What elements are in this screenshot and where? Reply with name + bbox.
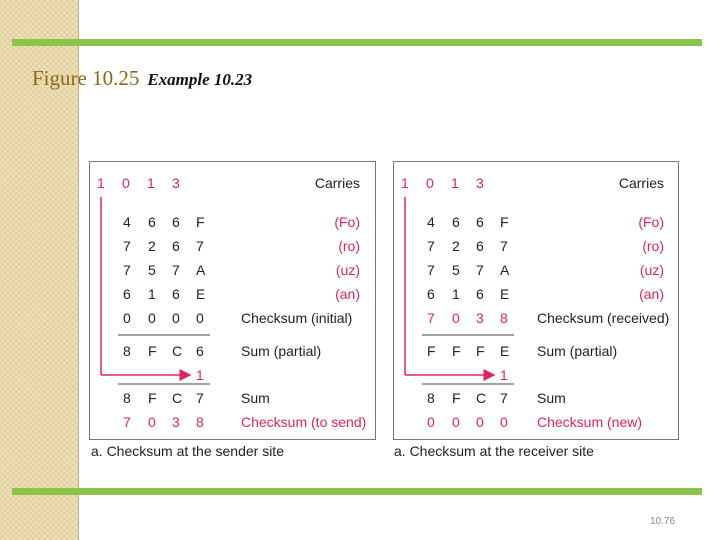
sender-row-label: (Fo) — [334, 214, 360, 230]
receiver-row-digit: 0 — [452, 310, 460, 326]
sender-carry-digit: 0 — [122, 175, 130, 191]
sender-row-digit: 0 — [196, 310, 204, 326]
sender-row-digit: E — [196, 286, 206, 302]
receiver-sum-digit: C — [476, 390, 487, 406]
sender-row-digit: 7 — [123, 238, 131, 254]
sender-partial-digit: 8 — [123, 343, 131, 359]
receiver-row-digit: 6 — [476, 286, 484, 302]
receiver-row-digit: 7 — [427, 262, 435, 278]
receiver-checksum-digit: 0 — [452, 414, 460, 430]
receiver-row-digit: 6 — [427, 286, 435, 302]
receiver-row-digit: 8 — [500, 310, 508, 326]
sender-row-digit: 7 — [196, 238, 204, 254]
sender-row-digit: 6 — [172, 238, 180, 254]
sender-row-digit: 7 — [172, 262, 180, 278]
sender-row-label: (ro) — [338, 238, 360, 254]
sender-partial-digit: F — [148, 343, 157, 359]
receiver-row-label: (ro) — [642, 238, 664, 254]
sender-sum-label: Sum — [241, 390, 270, 406]
sender-sum-digit: 7 — [196, 390, 204, 406]
receiver-partial-label: Sum (partial) — [537, 343, 618, 359]
receiver-sum-digit: 8 — [427, 390, 435, 406]
receiver-row-digit: A — [500, 262, 510, 278]
receiver-row-digit: 2 — [452, 238, 460, 254]
receiver-row-label: Checksum (received) — [537, 310, 670, 326]
sender-carry-digit: 3 — [172, 175, 180, 191]
figure-label: Figure 10.25 — [32, 66, 140, 90]
sender-partial-digit: C — [172, 343, 183, 359]
sender-carry-digit: 1 — [147, 175, 155, 191]
receiver-row-digit: 1 — [452, 286, 460, 302]
sender-row-digit: F — [196, 214, 205, 230]
sender-sum-digit: 8 — [123, 390, 131, 406]
sender-carries-label: Carries — [314, 175, 360, 191]
receiver-lines — [405, 197, 514, 384]
sender-checksum-digit: 7 — [123, 414, 131, 430]
sender-checksum-label: Checksum (to send) — [241, 414, 367, 430]
receiver-row-digit: 3 — [476, 310, 484, 326]
sender-checksum-digit: 8 — [196, 414, 204, 430]
sender-partial-label: Sum (partial) — [241, 343, 322, 359]
receiver-partial-digit: F — [452, 343, 461, 359]
receiver-row-digit: 7 — [427, 310, 435, 326]
sender-row-digit: 2 — [148, 238, 156, 254]
page-number: 10.76 — [650, 516, 676, 527]
receiver-carry-digit: 0 — [426, 175, 434, 191]
sender-carry-digit: 1 — [97, 175, 105, 191]
sender-caption: a. Checksum at the sender site — [91, 443, 284, 459]
sender-row-label: (an) — [335, 286, 360, 302]
sender-row-digit: 5 — [148, 262, 156, 278]
sender-row-digit: 0 — [148, 310, 156, 326]
receiver-sum-digit: F — [452, 390, 461, 406]
example-label: Example 10.23 — [147, 70, 253, 89]
sender-row-digit: A — [196, 262, 206, 278]
sender-row-digit: 0 — [172, 310, 180, 326]
sender-partial-digit: 6 — [196, 343, 204, 359]
receiver-row-digit: 6 — [476, 214, 484, 230]
receiver-row-digit: E — [500, 286, 510, 302]
receiver-row-digit: 6 — [476, 238, 484, 254]
sender-sum-digit: F — [148, 390, 157, 406]
receiver-sum-label: Sum — [537, 390, 566, 406]
receiver-row-digit: 7 — [427, 238, 435, 254]
receiver-carries-label: Carries — [618, 175, 664, 191]
receiver-checksum-label: Checksum (new) — [537, 414, 643, 430]
sender-row-digit: 4 — [123, 214, 131, 230]
sender-checksum-digit: 3 — [172, 414, 180, 430]
sender-row-label: (uz) — [335, 262, 360, 278]
sender-row-digit: 1 — [148, 286, 156, 302]
receiver-row-label: (Fo) — [638, 214, 664, 230]
sender-row-digit: 7 — [123, 262, 131, 278]
receiver-checksum-digit: 0 — [427, 414, 435, 430]
receiver-caption: a. Checksum at the receiver site — [394, 443, 594, 459]
sender-lines — [101, 197, 210, 384]
receiver-carry-digit: 1 — [401, 175, 409, 191]
sender-row-label: Checksum (initial) — [241, 310, 353, 326]
receiver-partial-digit: F — [427, 343, 436, 359]
receiver-carry-digit: 1 — [451, 175, 459, 191]
receiver-row-label: (uz) — [639, 262, 664, 278]
receiver-partial-digit: F — [476, 343, 485, 359]
sender-row-digit: 6 — [148, 214, 156, 230]
receiver-sum-digit: 7 — [500, 390, 508, 406]
receiver-row-label: (an) — [639, 286, 664, 302]
receiver-row-digit: 7 — [500, 238, 508, 254]
receiver-row-digit: 5 — [452, 262, 460, 278]
receiver-wraparound-digit: 1 — [500, 367, 508, 383]
sender-row-digit: 0 — [123, 310, 131, 326]
receiver-row-digit: 7 — [476, 262, 484, 278]
sender-checksum-digit: 0 — [148, 414, 156, 430]
receiver-row-digit: F — [500, 214, 509, 230]
receiver-partial-digit: E — [500, 343, 510, 359]
receiver-checksum-digit: 0 — [500, 414, 508, 430]
receiver-checksum-digit: 0 — [476, 414, 484, 430]
receiver-row-digit: 6 — [452, 214, 460, 230]
sender-sum-digit: C — [172, 390, 183, 406]
sender-row-digit: 6 — [123, 286, 131, 302]
sender-row-digit: 6 — [172, 286, 180, 302]
sender-wraparound-digit: 1 — [196, 367, 204, 383]
receiver-row-digit: 4 — [427, 214, 435, 230]
sender-row-digit: 6 — [172, 214, 180, 230]
receiver-carry-digit: 3 — [476, 175, 484, 191]
